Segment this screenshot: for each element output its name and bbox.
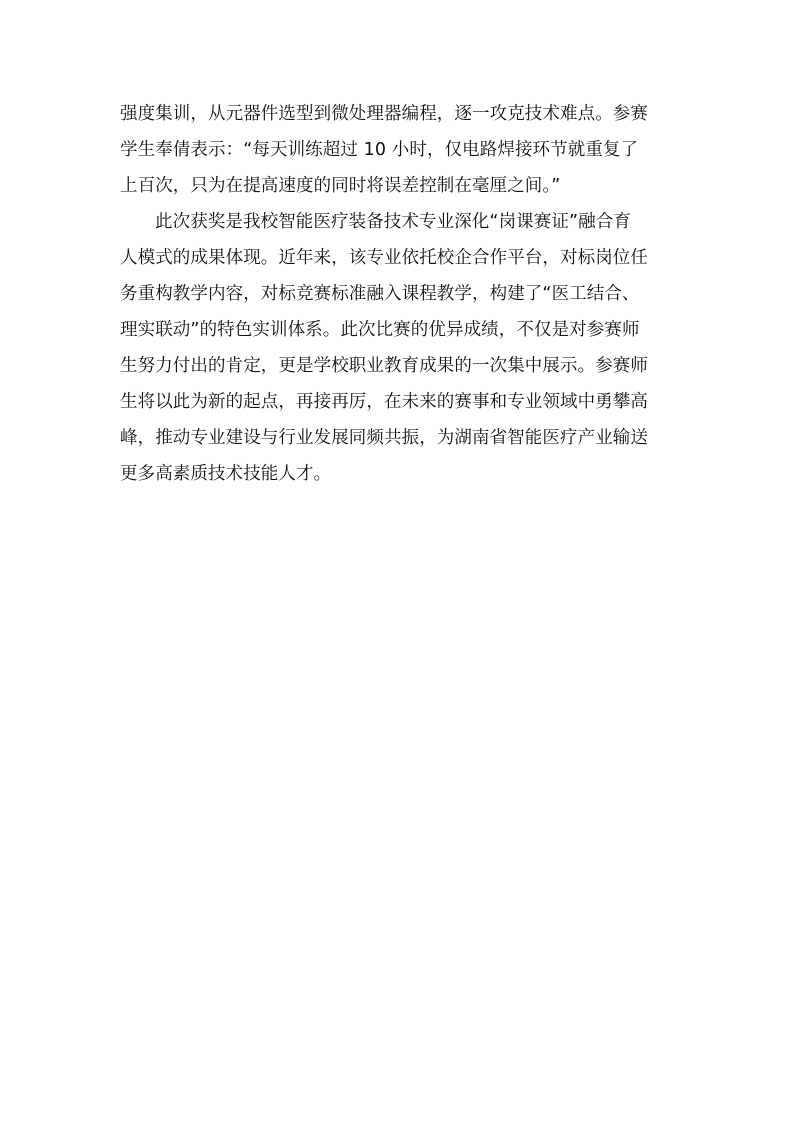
text-line: 更多高素质技术技能人才。 bbox=[120, 464, 332, 484]
text-line: 生努力付出的肯定，更是学校职业教育成果的一次集中展示。参赛师 bbox=[120, 356, 648, 376]
text-line: 生将以此为新的起点，再接再厉，在未来的赛事和专业领域中勇攀高 bbox=[120, 392, 648, 412]
paragraph-first-line: 此次获奖是我校智能医疗装备技术专业深化“岗课赛证”融合育 bbox=[155, 212, 631, 232]
text-line: 峰，推动专业建设与行业发展同频共振，为湖南省智能医疗产业输送 bbox=[120, 428, 648, 448]
text-line: 理实联动”的特色实训体系。此次比赛的优异成绩，不仅是对参赛师 bbox=[120, 320, 640, 340]
text-line: 上百次，只为在提高速度的同时将误差控制在毫厘之间。” bbox=[120, 176, 561, 196]
text-line: 强度集训，从元器件选型到微处理器编程，逐一攻克技术难点。参赛 bbox=[120, 104, 648, 124]
text-line: 学生奉倩表示：“每天训练超过 10 小时，仅电路焊接环节就重复了 bbox=[120, 140, 639, 160]
document-body bbox=[120, 96, 680, 492]
text-line: 务重构教学内容，对标竞赛标准融入课程教学，构建了“医工结合、 bbox=[120, 284, 640, 304]
text-line: 人模式的成果体现。近年来，该专业依托校企合作平台，对标岗位任 bbox=[120, 248, 648, 268]
